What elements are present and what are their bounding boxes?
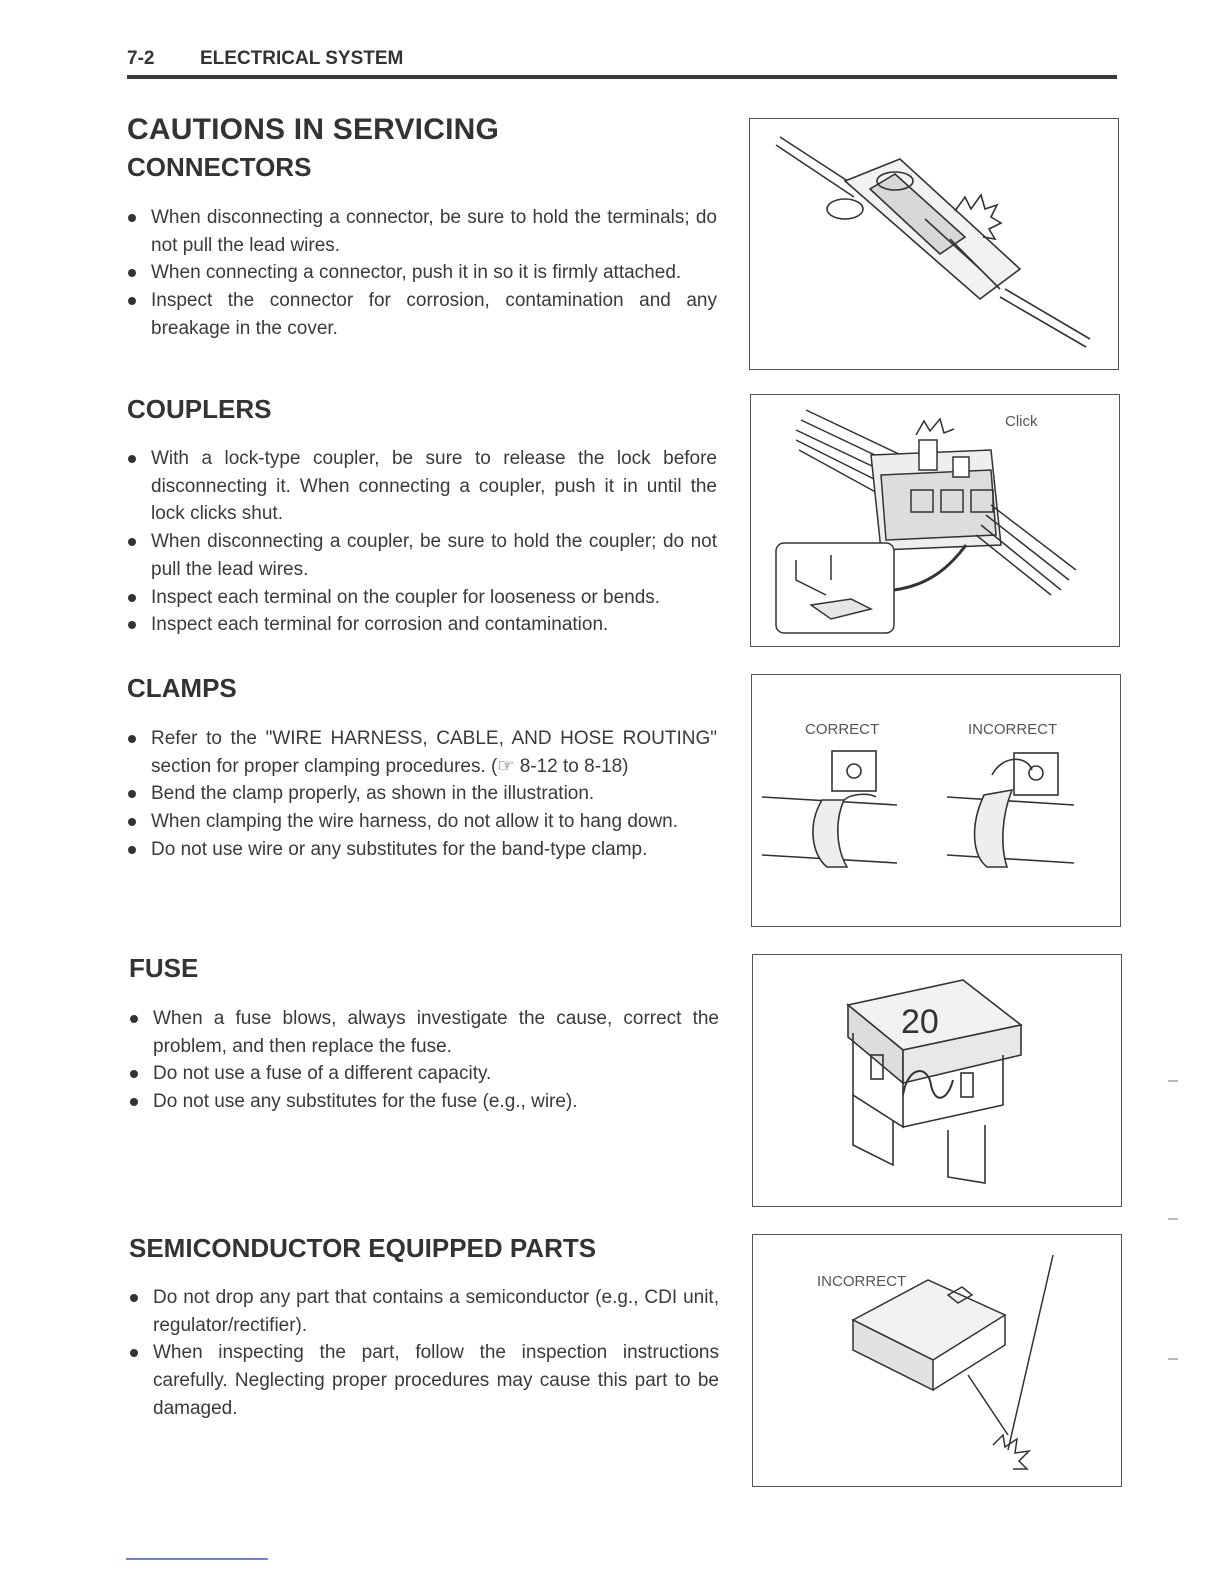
click-label: Click — [1005, 413, 1038, 430]
connectors-list — [127, 204, 717, 343]
list-item: Inspect the connector for corrosion, contamination and any breakage in the cover. — [127, 287, 717, 342]
connector-figure — [749, 118, 1119, 370]
fuse-figure — [752, 954, 1122, 1207]
page-number: 7-2 — [127, 48, 155, 69]
clamp-incorrect-label: INCORRECT — [968, 721, 1058, 738]
couplers-list — [127, 445, 717, 639]
list-item: Inspect each terminal on the coupler for looseness or bends. — [127, 584, 717, 612]
list-item: When disconnecting a coupler, be sure to hold the coupler; do not pull the lead wires. — [127, 528, 717, 583]
fuse-list — [129, 1005, 719, 1116]
section-heading-clamps: CLAMPS — [127, 673, 237, 703]
list-item: With a lock-type coupler, be sure to release the lock before disconnecting it. When connecting a coupler, push it in until the lock clicks shut. — [127, 445, 717, 528]
scan-mark — [1168, 1358, 1178, 1360]
list-item: Bend the clamp properly, as shown in the illustration. — [127, 780, 717, 808]
list-item: When connecting a connector, push it in so it is firmly attached. — [127, 259, 717, 287]
list-item: Refer to the "WIRE HARNESS, CABLE, AND HOSE ROUTING" section for proper clamping procedures. (☞ 8-12 to 8-18) — [127, 725, 717, 780]
list-item: Do not use wire or any substitutes for the band-type clamp. — [127, 836, 717, 864]
clamps-list — [127, 725, 717, 864]
fuse-illustration — [753, 955, 1121, 1206]
chapter-title: ELECTRICAL SYSTEM — [200, 48, 404, 69]
header-rule — [127, 75, 1117, 79]
section-heading-semiconductor: SEMICONDUCTOR EQUIPPED PARTS — [129, 1233, 597, 1263]
list-item: When disconnecting a connector, be sure to hold the terminals; do not pull the lead wires. — [127, 204, 717, 259]
list-item: When clamping the wire harness, do not allow it to hang down. — [127, 808, 717, 836]
semiconductor-illustration — [753, 1235, 1121, 1486]
list-item: Do not use any substitutes for the fuse (e.g., wire). — [129, 1088, 719, 1116]
list-item: Do not drop any part that contains a semiconductor (e.g., CDI unit, regulator/rectifier). — [129, 1284, 719, 1339]
scan-mark — [1168, 1080, 1178, 1082]
section-heading-couplers: COUPLERS — [127, 394, 272, 424]
section-heading-connectors: CONNECTORS — [127, 152, 312, 182]
scan-mark — [1168, 1218, 1178, 1220]
section-heading-fuse: FUSE — [129, 953, 199, 983]
semiconductor-incorrect-label: INCORRECT — [817, 1273, 907, 1290]
list-item: Do not use a fuse of a different capacity. — [129, 1060, 719, 1088]
semiconductor-figure — [752, 1234, 1122, 1487]
page-title: CAUTIONS IN SERVICING — [127, 113, 500, 146]
clamp-figure — [751, 674, 1121, 927]
fuse-rating-text: 20 — [901, 1003, 939, 1041]
footer-link-line — [126, 1558, 268, 1560]
clamp-illustration — [752, 675, 1120, 926]
list-item: Inspect each terminal for corrosion and contamination. — [127, 611, 717, 639]
coupler-figure — [750, 394, 1120, 647]
list-item: When inspecting the part, follow the inspection instructions carefully. Neglecting proper procedures may cause this part to be damaged. — [129, 1339, 719, 1422]
clamp-correct-label: CORRECT — [805, 721, 880, 738]
page-header — [127, 48, 1117, 72]
coupler-illustration — [751, 395, 1119, 646]
connector-illustration — [750, 119, 1118, 369]
semiconductor-list — [129, 1284, 719, 1423]
list-item: When a fuse blows, always investigate the cause, correct the problem, and then replace the fuse. — [129, 1005, 719, 1060]
